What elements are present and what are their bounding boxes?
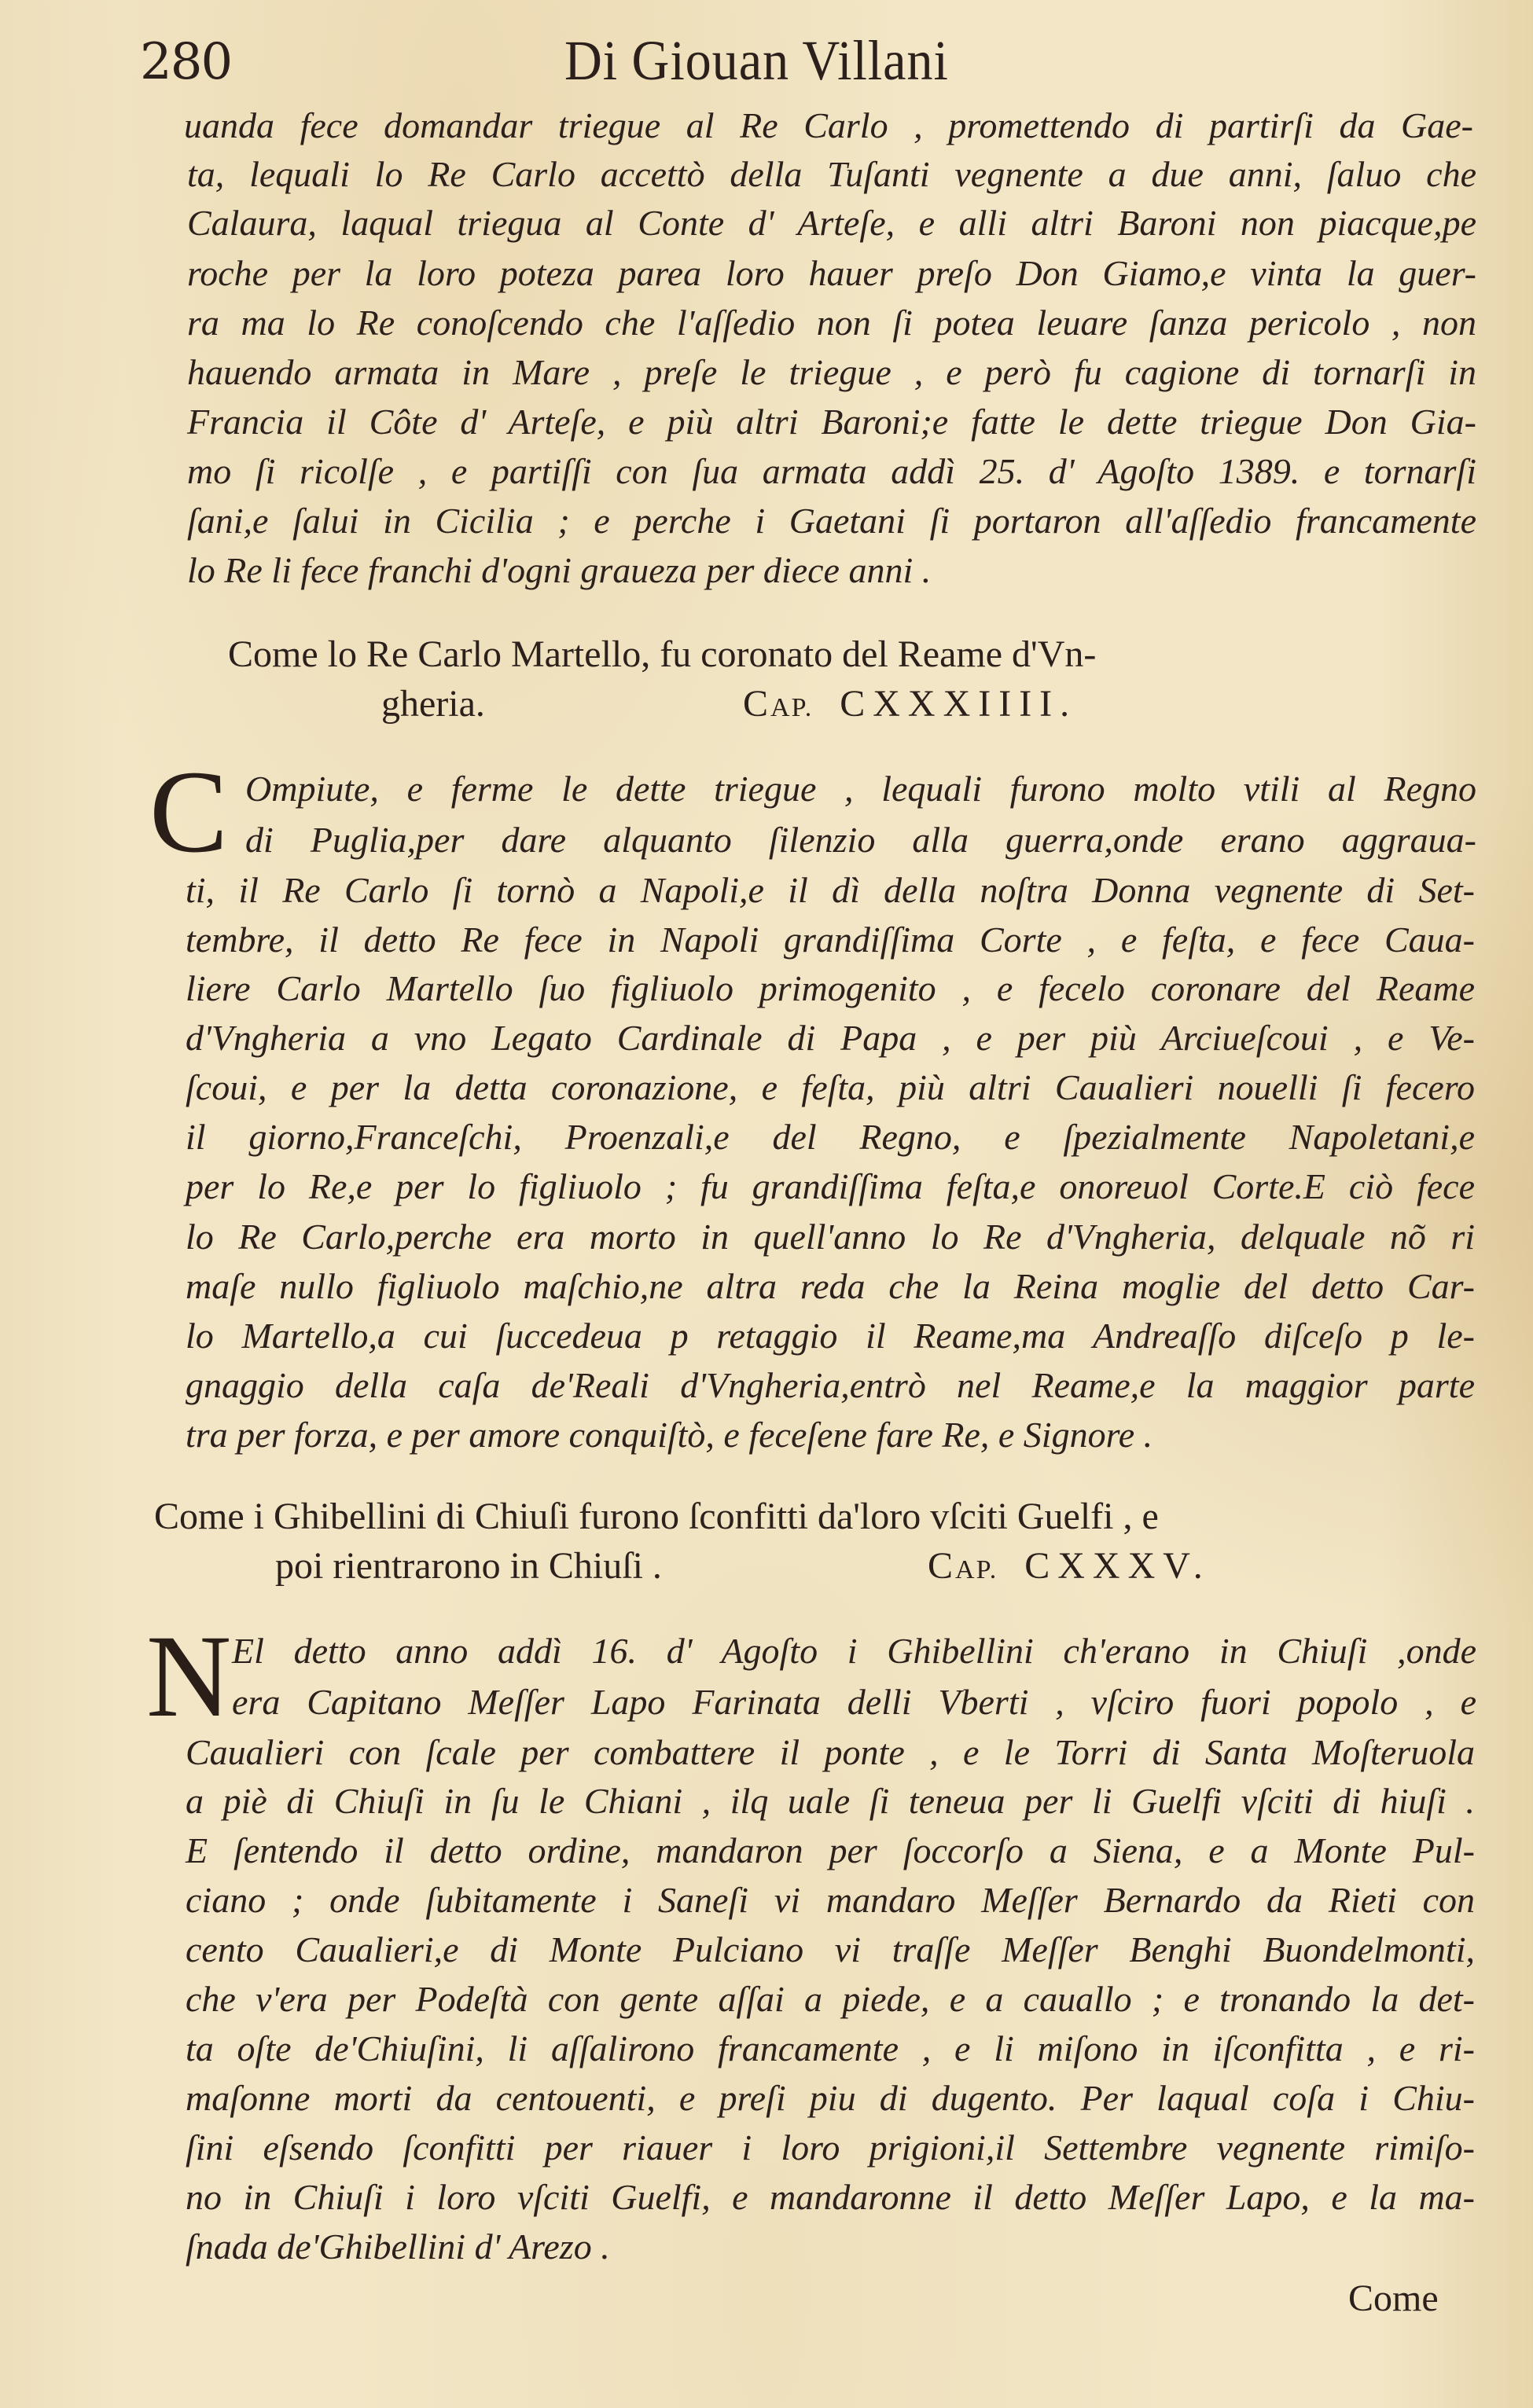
running-title: Di Giouan Villani — [564, 29, 949, 92]
text-line: Calaura, laqual triegua al Conte d' Arteſe, e alli altri Baroni non piacque,pe — [187, 203, 1476, 243]
page-number: 280 — [140, 33, 232, 91]
chapter-title-line-2: gheria. — [381, 683, 485, 725]
text-line: ciano ; onde ſubitamente i Saneſi vi mandaro Meſſer Bernardo da Rieti con — [186, 1880, 1475, 1920]
chapter-title-line-1: Come i Ghibellini di Chiuſi furono ſconfitti da'loro vſciti Guelfi , e — [154, 1496, 1159, 1537]
chapter-title-line-1: Come lo Re Carlo Martello, fu coronato del Reame d'Vn- — [228, 633, 1097, 675]
text-line: Caualieri con ſcale per combattere il ponte , e le Torri di Santa Moſteruola — [186, 1732, 1475, 1772]
text-line: gnaggio della caſa de'Reali d'Vngheria,entrò nel Reame,e la maggior parte — [186, 1365, 1475, 1405]
text-line: ſnada de'Ghibellini d' Arezo . — [186, 2226, 610, 2267]
text-line: che v'era per Podeſtà con gente aſſai a piede, e a cauallo ; e tronando la det- — [186, 1979, 1475, 2019]
text-line: ta oſte de'Chiuſini, li aſſalirono francamente , e li miſono in iſconfitta , e ri- — [186, 2028, 1475, 2068]
text-line: maſonne morti da centouenti, e preſi piu di dugento. Per laqual coſa i Chiu- — [186, 2078, 1475, 2118]
text-line: cento Caualieri,e di Monte Pulciano vi traſſe Meſſer Benghi Buondelmonti, — [186, 1929, 1475, 1969]
running-head — [0, 22, 1533, 93]
catchword: Come — [1348, 2278, 1439, 2319]
text-line: lo Re Carlo,perche era morto in quell'anno lo Re d'Vngheria, delquale nõ ri — [186, 1217, 1475, 1257]
text-line: Francia il Côte d' Arteſe, e più altri Baroni;e fatte le dette triegue Don Gia- — [187, 402, 1476, 442]
text-line: ta, lequali lo Re Carlo accettò della Tuſanti vegnente a due anni, ſaluo che — [187, 154, 1476, 194]
text-line: ſini eſsendo ſconfitti per riauer i loro prigioni,il Settembre vegnente rimiſo- — [186, 2127, 1475, 2168]
chapter-number: CAP. CXXXV. — [928, 1545, 1211, 1587]
drop-cap: N — [146, 1611, 232, 1742]
text-line: a piè di Chiuſi in ſu le Chiani , ilq uale ſi teneua per li Guelfi vſciti di hiuſi . — [186, 1781, 1475, 1821]
text-line: E ſentendo il detto ordine, mandaron per ſoccorſo a Siena, e a Monte Pul- — [186, 1830, 1475, 1870]
text-line: per lo Re,e per lo figliuolo ; fu grandiſſima feſta,e onoreuol Corte.E ciò fece — [186, 1166, 1475, 1206]
text-line: no in Chiuſi i loro vſciti Guelfi, e mandaronne il detto Meſſer Lapo, e la ma- — [186, 2177, 1475, 2217]
chapter-number: CAP. CXXXIIII. — [743, 683, 1078, 725]
chapter-title-line-2: poi rientrarono in Chiuſi . — [275, 1545, 662, 1587]
text-line: Ompiute, e ferme le dette triegue , lequali furono molto vtili al Regno — [245, 769, 1476, 809]
drop-cap: C — [149, 747, 229, 877]
text-line: ra ma lo Re conoſcendo che l'aſſedio non ſi potea leuare ſanza pericolo , non — [187, 303, 1476, 343]
text-line: di Puglia,per dare alquanto ſilenzio alla guerra,onde erano aggraua- — [245, 820, 1476, 860]
text-line: mo ſi ricolſe , e partiſſi con ſua armata addì 25. d' Agoſto 1389. e tornarſi — [187, 451, 1476, 491]
text-line: liere Carlo Martello ſuo figliuolo primogenito , e fecelo coronare del Reame — [186, 968, 1475, 1008]
text-line: il giorno,Franceſchi, Proenzali,e del Regno, e ſpezialmente Napoletani,e — [186, 1117, 1475, 1157]
text-line: ti, il Re Carlo ſi tornò a Napoli,e il dì della noſtra Donna vegnente di Set- — [186, 870, 1475, 910]
text-line: lo Martello,a cui ſuccedeua p retaggio il Reame,ma Andreaſſo diſceſo p le- — [186, 1316, 1475, 1356]
text-line: tra per forza, e per amore conquiſtò, e feceſene fare Re, e Signore . — [186, 1415, 1153, 1455]
text-line: roche per la loro poteza parea loro hauer preſo Don Giamo,e vinta la guer- — [187, 253, 1476, 293]
text-line: d'Vngheria a vno Legato Cardinale di Papa , e per più Arciueſcoui , e Ve- — [186, 1018, 1475, 1058]
text-line: El detto anno addì 16. d' Agoſto i Ghibellini ch'erano in Chiuſi ,onde — [232, 1631, 1476, 1671]
text-line: uanda fece domandar triegue al Re Carlo , promettendo di partirſi da Gae- — [184, 105, 1473, 145]
text-line: hauendo armata in Mare , preſe le triegue , e però fu cagione di tornarſi in — [187, 352, 1476, 392]
text-line: tembre, il detto Re fece in Napoli grandiſſima Corte , e feſta, e fece Caua- — [186, 920, 1475, 960]
text-line: lo Re li fece franchi d'ogni graueza per diece anni . — [187, 550, 932, 590]
text-line: maſe nullo figliuolo maſchio,ne altra reda che la Reina moglie del detto Car- — [186, 1266, 1475, 1306]
text-line: ſcoui, e per la detta coronazione, e feſta, più altri Caualieri nouelli ſi fecero — [186, 1067, 1475, 1107]
text-line: ſani,e ſalui in Cicilia ; e perche i Gaetani ſi portaron all'aſſedio francamente — [187, 501, 1476, 541]
text-line: era Capitano Meſſer Lapo Farinata delli Vberti , vſciro fuori popolo , e — [232, 1682, 1476, 1722]
